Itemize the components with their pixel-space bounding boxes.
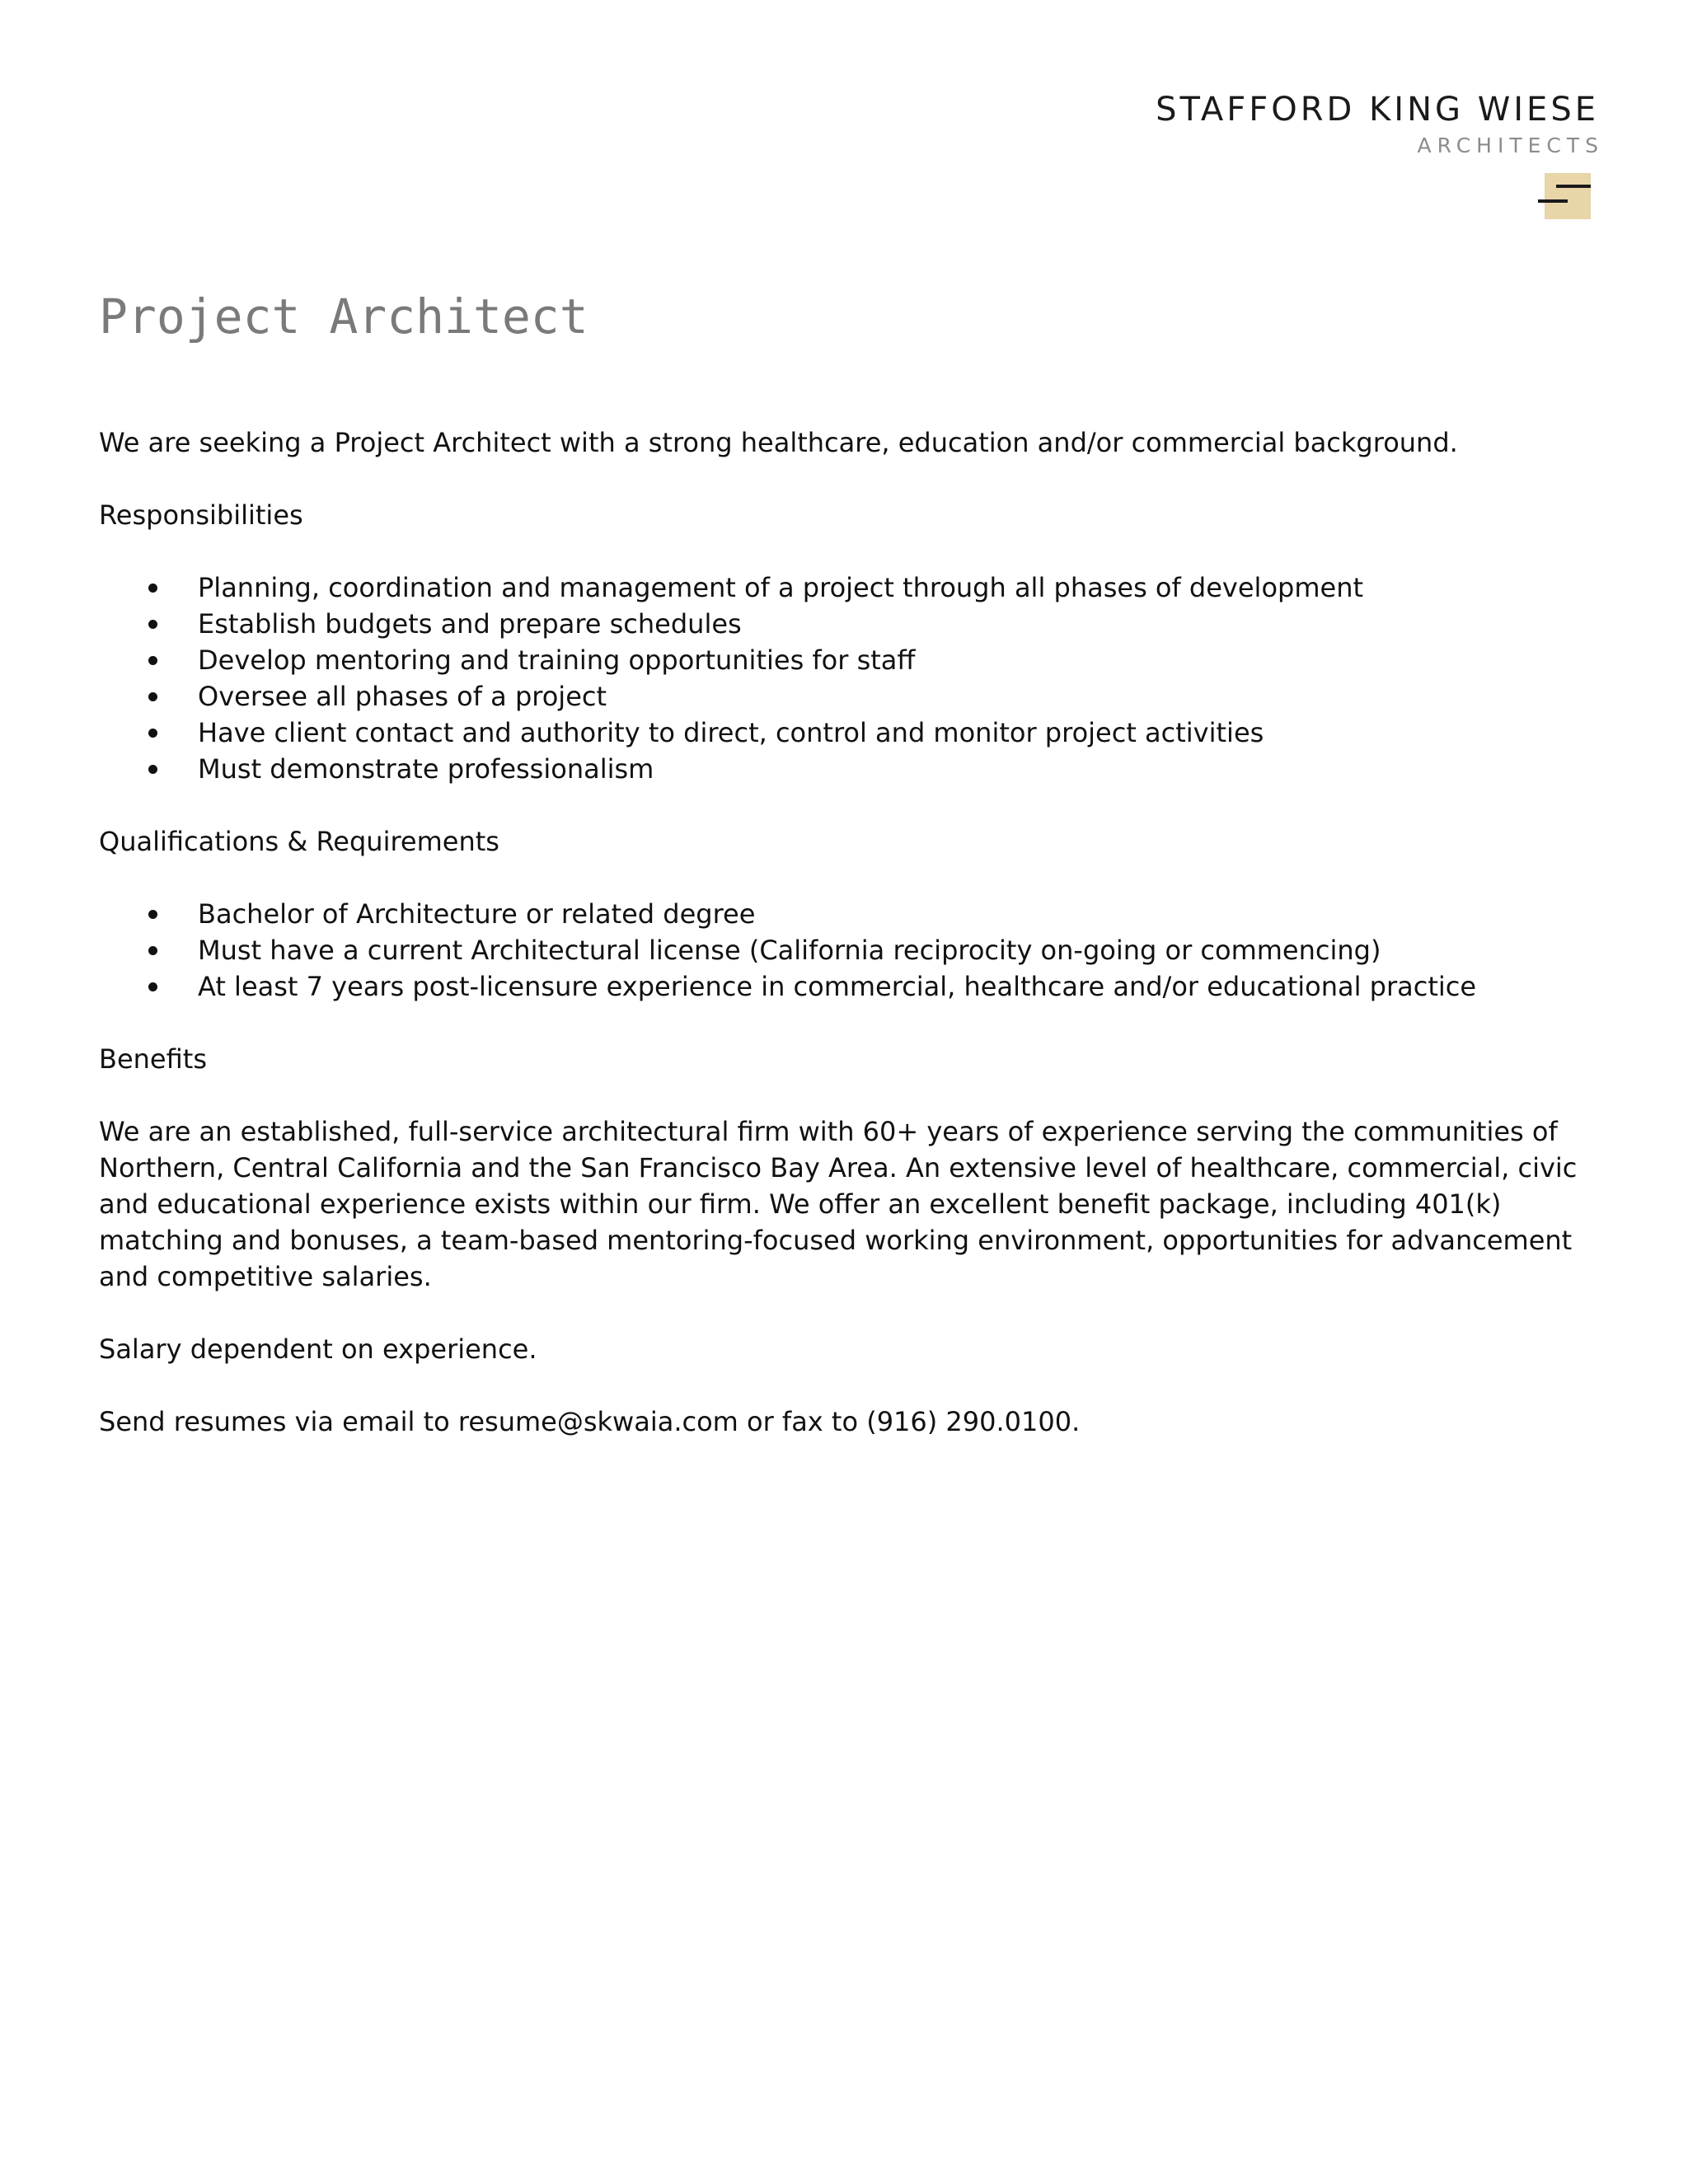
logo-company-name: STAFFORD KING WIESE [1156,91,1599,129]
logo-mark-icon [1538,173,1591,219]
benefits-paragraph: We are an established, full-service architectural firm with 60+ years of experience serving the communities of Northern, Central California and the San Francisco Bay Area. An extensive level of healthcare, commercial, civic and educational experience exists within our firm. We offer an excellent benefit package, including 401(k) matching and bonuses, a team-based mentoring-focused working environment, opportunities for advancement and competitive salaries. [99,1116,1578,1292]
list-item: Oversee all phases of a project [198,678,1582,715]
salary-note: Salary dependent on experience. [99,1333,537,1365]
list-item: Have client contact and authority to direct, control and monitor project activities [198,715,1582,751]
responsibilities-list [99,569,1582,787]
benefits-heading: Benefits [99,1043,207,1075]
job-posting-body [99,424,1582,1476]
page-title: Project Architect [99,288,588,344]
list-item: Establish budgets and prepare schedules [198,606,1582,642]
logo-company-subtitle: ARCHITECTS [1417,134,1604,157]
list-item: Must have a current Architectural license (California reciprocity on-going or commencing) [198,932,1582,968]
intro-paragraph: We are seeking a Project Architect with a strong healthcare, education and/or commercial background. [99,427,1458,458]
list-item: At least 7 years post-licensure experience in commercial, healthcare and/or educational practice [198,968,1582,1005]
list-item: Must demonstrate professionalism [198,751,1582,787]
list-item: Develop mentoring and training opportunities for staff [198,642,1582,678]
qualifications-heading: Qualifications & Requirements [99,826,499,857]
contact-instructions: Send resumes via email to resume@skwaia.com or fax to (916) 290.0100. [99,1406,1081,1437]
qualifications-list [99,896,1582,1005]
list-item: Planning, coordination and management of a project through all phases of development [198,569,1582,606]
company-logo [1156,91,1604,157]
list-item: Bachelor of Architecture or related degree [198,896,1582,932]
responsibilities-heading: Responsibilities [99,499,303,531]
